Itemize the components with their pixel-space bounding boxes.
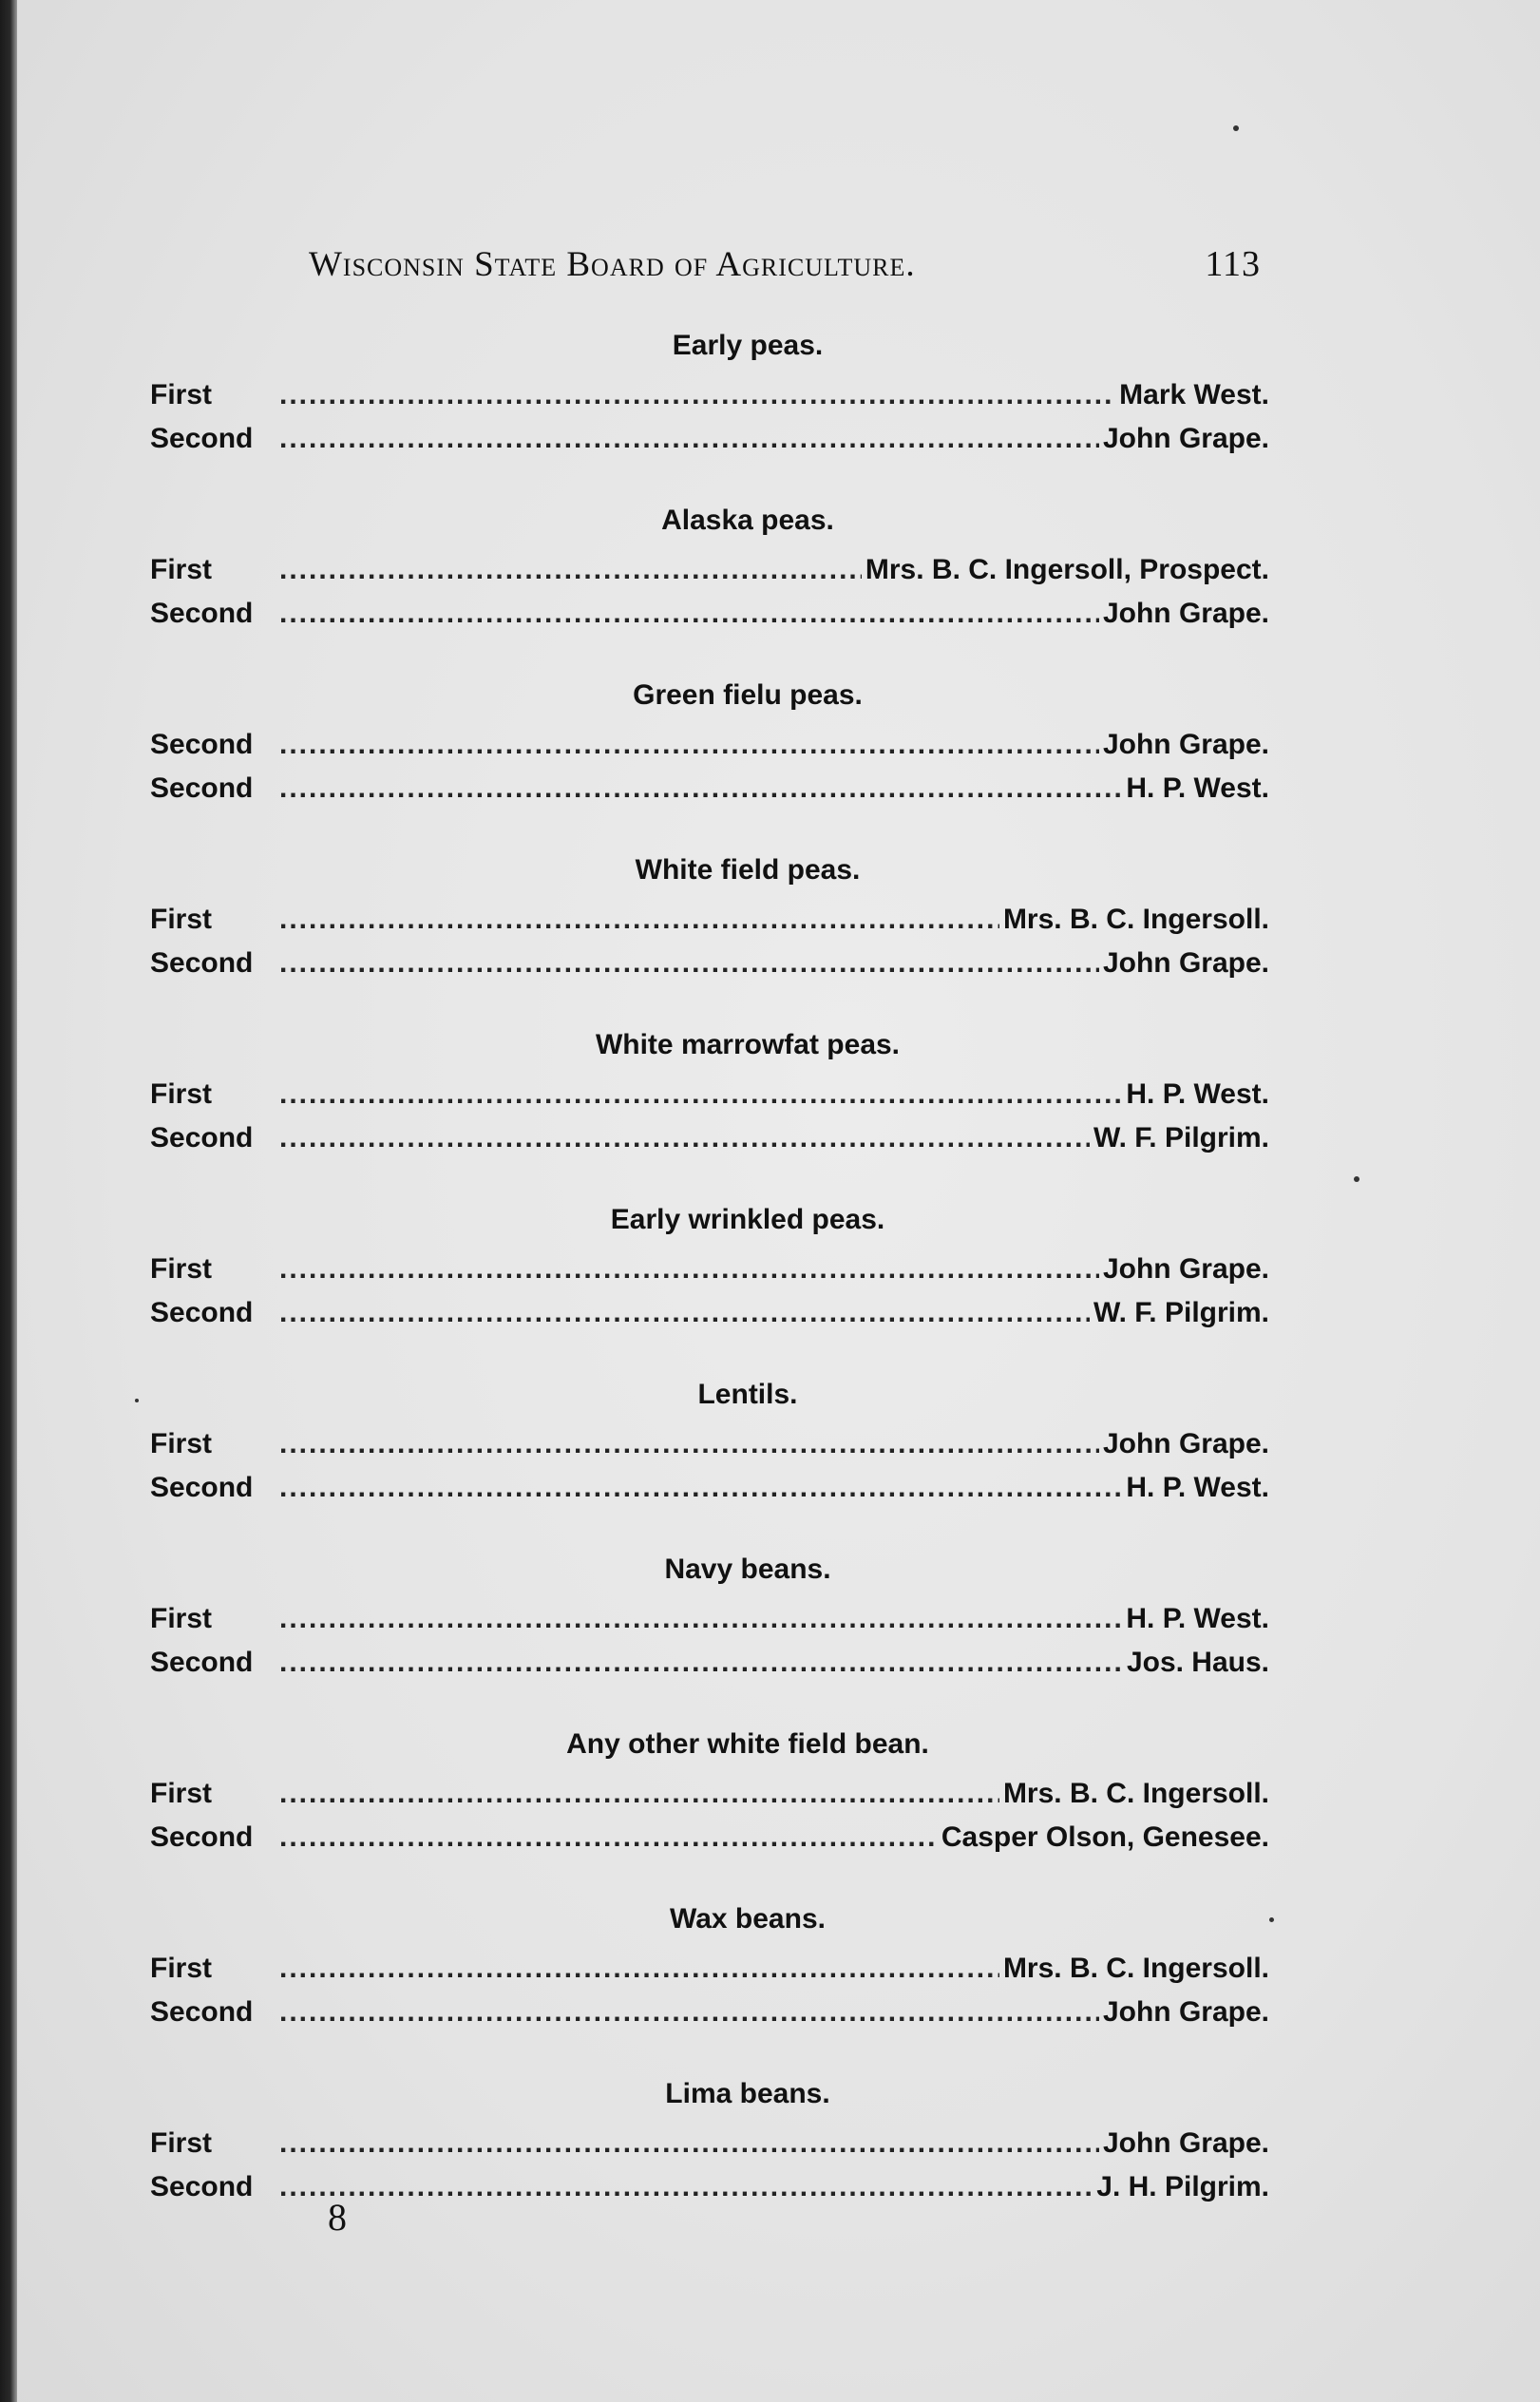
award-section — [150, 1018, 1269, 1192]
winner-name: John Grape. — [1102, 1253, 1269, 1285]
award-row — [150, 1991, 1269, 2034]
award-section — [150, 1367, 1269, 1542]
award-section — [150, 843, 1269, 1018]
dot-leader — [279, 1116, 1090, 1160]
award-row — [150, 1816, 1269, 1859]
section-heading: White field peas. — [635, 854, 861, 886]
page-number: 113 — [1205, 244, 1261, 284]
place-label: Second — [150, 423, 254, 454]
award-section — [150, 1192, 1269, 1367]
award-row — [150, 1597, 1269, 1641]
award-row — [150, 1772, 1269, 1816]
place-label: Second — [150, 1122, 254, 1153]
winner-name: Jos. Haus. — [1126, 1647, 1269, 1678]
place-label: First — [150, 1428, 213, 1459]
scan-speck — [1354, 1176, 1359, 1182]
place-label: Second — [150, 772, 254, 804]
award-row — [150, 1947, 1269, 1991]
dot-leader — [279, 1073, 1122, 1116]
winner-name: John Grape. — [1102, 729, 1269, 760]
award-row — [150, 1073, 1269, 1116]
dot-leader — [279, 417, 1099, 461]
dot-leader — [279, 1422, 1099, 1466]
award-section — [150, 2067, 1269, 2241]
winner-name: H. P. West. — [1126, 1078, 1269, 1110]
award-section — [150, 1717, 1269, 1892]
dot-leader — [279, 1816, 938, 1859]
winner-name: John Grape. — [1102, 598, 1269, 629]
place-label: First — [150, 2127, 213, 2159]
running-head-title: Wisconsin State Board of Agriculture. — [309, 245, 916, 284]
award-row — [150, 2122, 1269, 2165]
section-heading: Navy beans. — [664, 1554, 831, 1585]
section-heading: Green fielu peas. — [633, 679, 863, 711]
section-heading: White marrowfat peas. — [595, 1029, 901, 1060]
dot-leader — [279, 1248, 1099, 1291]
winner-name: John Grape. — [1102, 947, 1269, 979]
dot-leader — [279, 1597, 1122, 1641]
place-label: Second — [150, 729, 254, 760]
award-row — [150, 1291, 1269, 1335]
dot-leader — [279, 1947, 999, 1991]
section-heading: Alaska peas. — [661, 505, 834, 536]
award-row — [150, 373, 1269, 417]
award-row — [150, 1248, 1269, 1291]
place-label: Second — [150, 1996, 254, 2028]
award-row — [150, 767, 1269, 810]
place-label: Second — [150, 598, 254, 629]
winner-name: H. P. West. — [1126, 1472, 1269, 1503]
winner-name: John Grape. — [1102, 423, 1269, 454]
dot-leader — [279, 2165, 1093, 2209]
section-heading: Any other white field bean. — [566, 1728, 929, 1760]
place-label: Second — [150, 947, 254, 979]
winner-name: H. P. West. — [1126, 772, 1269, 804]
winner-name: W. F. Pilgrim. — [1093, 1122, 1269, 1153]
award-row — [150, 548, 1269, 592]
dot-leader — [279, 592, 1099, 636]
winner-name: Casper Olson, Genesee. — [941, 1821, 1269, 1853]
winner-name: John Grape. — [1102, 1428, 1269, 1459]
award-row — [150, 898, 1269, 942]
dot-leader — [279, 767, 1122, 810]
dot-leader — [279, 1772, 999, 1816]
award-row — [150, 1422, 1269, 1466]
award-row — [150, 942, 1269, 985]
place-label: Second — [150, 1821, 254, 1853]
place-label: First — [150, 1778, 213, 1809]
section-heading: Early wrinkled peas. — [610, 1204, 885, 1235]
award-section — [150, 493, 1269, 668]
dot-leader — [279, 942, 1099, 985]
place-label: Second — [150, 1297, 254, 1328]
place-label: Second — [150, 2171, 254, 2202]
award-row — [150, 1641, 1269, 1685]
dot-leader — [279, 548, 862, 592]
winner-name: W. F. Pilgrim. — [1093, 1297, 1269, 1328]
signature-mark: 8 — [328, 2196, 347, 2239]
winner-name: Mrs. B. C. Ingersoll, Prospect. — [865, 554, 1269, 585]
dot-leader — [279, 1641, 1123, 1685]
winner-name: John Grape. — [1102, 1996, 1269, 2028]
winner-name: H. P. West. — [1126, 1603, 1269, 1634]
scan-speck — [1233, 125, 1239, 131]
dot-leader — [279, 1291, 1090, 1335]
award-section — [150, 668, 1269, 843]
award-row — [150, 723, 1269, 767]
section-heading: Lima beans. — [665, 2078, 830, 2109]
dot-leader — [279, 2122, 1099, 2165]
scan-speck — [135, 1399, 139, 1402]
winner-name: Mrs. B. C. Ingersoll. — [1002, 1953, 1269, 1984]
place-label: First — [150, 554, 213, 585]
place-label: First — [150, 1953, 213, 1984]
scan-speck — [1269, 1917, 1274, 1922]
place-label: First — [150, 379, 213, 410]
award-row — [150, 417, 1269, 461]
place-label: First — [150, 1603, 213, 1634]
dot-leader — [279, 898, 999, 942]
running-head — [309, 243, 1261, 291]
award-section — [150, 1892, 1269, 2067]
winner-name: John Grape. — [1102, 2127, 1269, 2159]
place-label: First — [150, 1253, 213, 1285]
place-label: First — [150, 904, 213, 935]
place-label: First — [150, 1078, 213, 1110]
dot-leader — [279, 373, 1115, 417]
award-section — [150, 1542, 1269, 1717]
award-list — [150, 318, 1269, 2241]
place-label: Second — [150, 1472, 254, 1503]
dot-leader — [279, 1991, 1099, 2034]
winner-name: Mark West. — [1119, 379, 1269, 410]
winner-name: J. H. Pilgrim. — [1096, 2171, 1269, 2202]
section-heading: Early peas. — [672, 330, 824, 361]
winner-name: Mrs. B. C. Ingersoll. — [1002, 1778, 1269, 1809]
winner-name: Mrs. B. C. Ingersoll. — [1002, 904, 1269, 935]
section-heading: Lentils. — [697, 1379, 798, 1410]
dot-leader — [279, 723, 1099, 767]
page-binding-edge — [0, 0, 17, 2402]
award-row — [150, 592, 1269, 636]
award-row — [150, 1466, 1269, 1510]
award-row — [150, 1116, 1269, 1160]
dot-leader — [279, 1466, 1122, 1510]
award-row — [150, 2165, 1269, 2209]
place-label: Second — [150, 1647, 254, 1678]
award-section — [150, 318, 1269, 493]
section-heading: Wax beans. — [670, 1903, 826, 1935]
